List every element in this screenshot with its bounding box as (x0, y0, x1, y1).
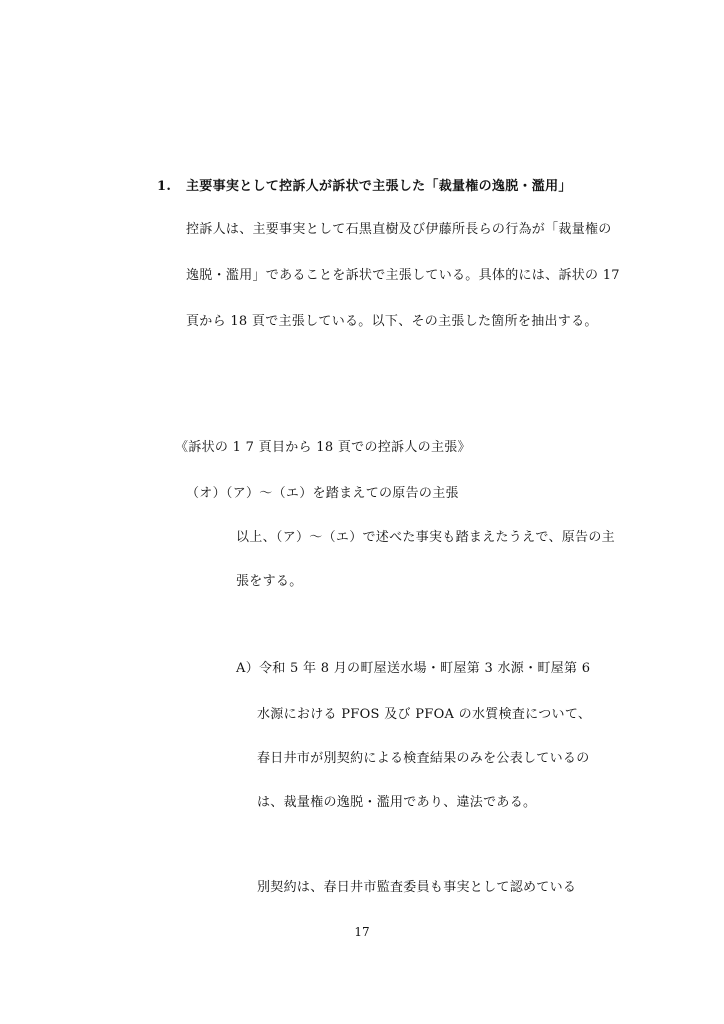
trailing-line: 別契約は、春日井市監査委員も事実として認めている (257, 880, 577, 895)
section-title: 主要事実として控訴人が訴状で主張した「裁量権の逸脱・濫用」 (186, 179, 572, 194)
quote-heading: 《訴状の 1 7 頁目から 18 頁での控訴人の主張》 (175, 440, 471, 455)
section-number: 1. (157, 179, 172, 194)
intro-line-1: 以上、（ア）～（エ）で述べた事実も踏まえたうえで、原告の主 (236, 530, 615, 545)
page-number: 17 (354, 925, 370, 939)
quote-sub-heading: （オ）（ア）～（エ）を踏まえての原告の主張 (186, 486, 459, 501)
paragraph-line-1: 控訴人は、主要事実として石黒直樹及び伊藤所長らの行為が「裁量権の (186, 222, 612, 237)
item-a-line-4: は、裁量権の逸脱・濫用であり、違法である。 (257, 795, 537, 810)
paragraph-line-2: 逸脱・濫用」であることを訴状で主張している。具体的には、訴状の 17 (186, 268, 620, 283)
item-a-line-2: 水源における PFOS 及び PFOA の水質検査について、 (257, 707, 592, 722)
item-a-line-1: A）令和 5 年 8 月の町屋送水場・町屋第 3 水源・町屋第 6 (236, 661, 591, 676)
item-a-line-3: 春日井市が別契約による検査結果のみを公表しているの (257, 751, 590, 766)
intro-line-2: 張をする。 (236, 574, 303, 589)
paragraph-line-3: 頁から 18 頁で主張している。以下、その主張した箇所を抽出する。 (186, 314, 598, 329)
